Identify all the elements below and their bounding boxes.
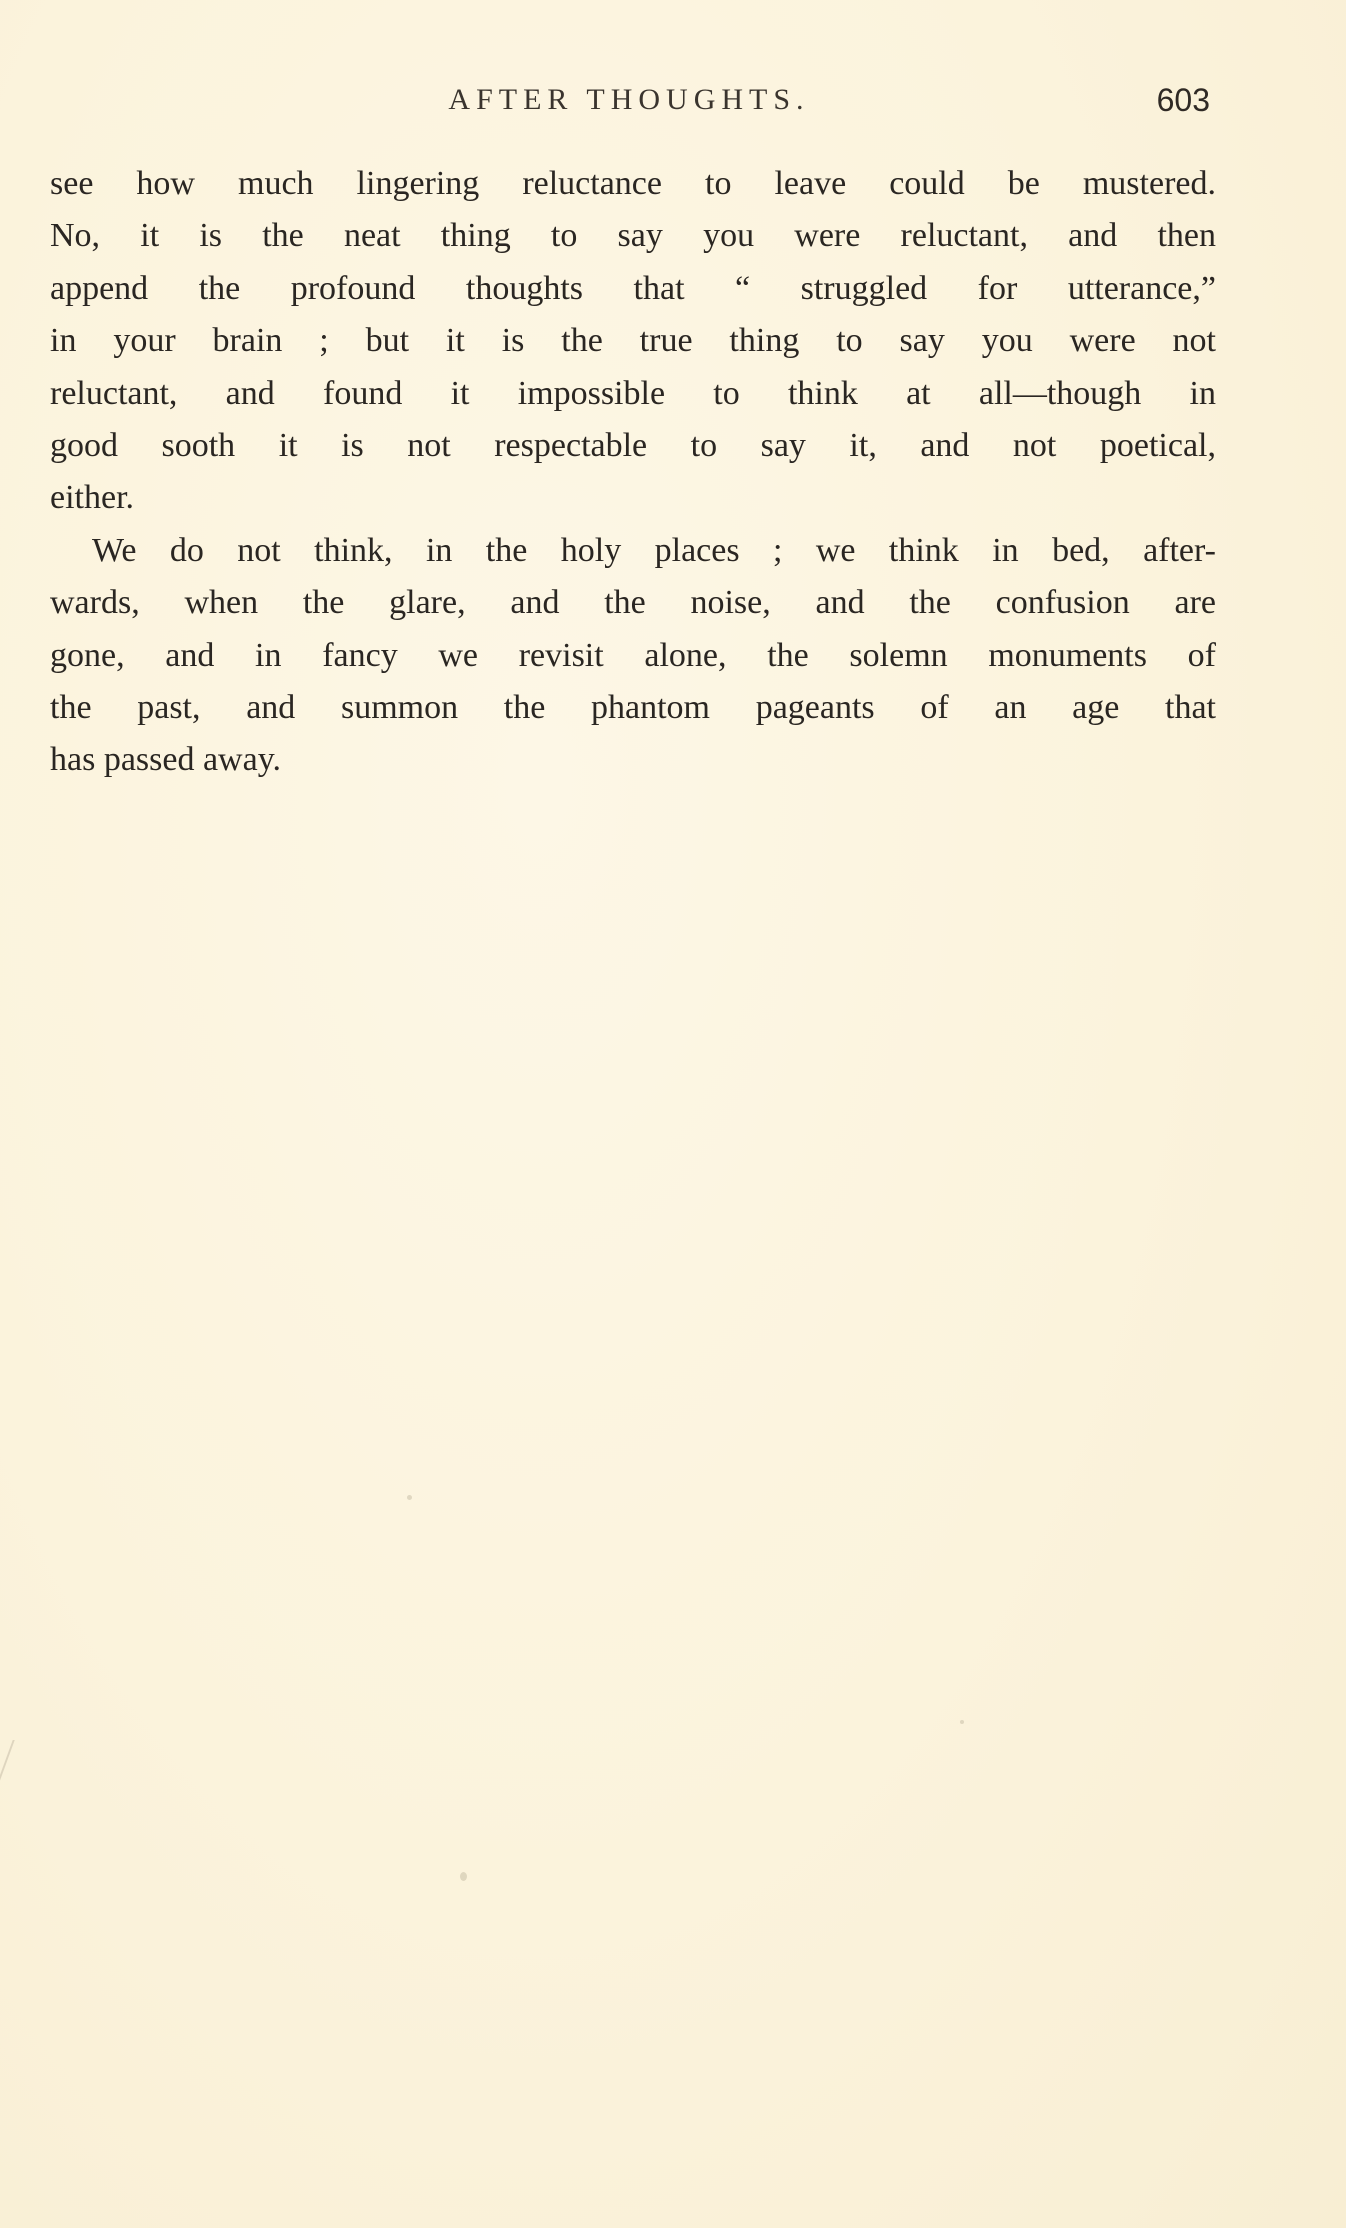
- running-head: [48, 78, 1210, 122]
- text-line: wards, when the glare, and the noise, and the confusion are: [50, 584, 1216, 622]
- paper-edge-mark: [0, 1740, 29, 1810]
- text-line: gone, and in fancy we revisit alone, the solemn monuments of: [50, 636, 1216, 674]
- page-number: 603: [1156, 82, 1210, 118]
- text-line: good sooth it is not respectable to say it, and not poetical,: [50, 427, 1216, 465]
- text-line: see how much lingering reluctance to leave could be mustered.: [50, 165, 1216, 202]
- text-line: reluctant, and found it impossible to think at all—though in: [50, 374, 1216, 412]
- text-line: either.: [50, 479, 135, 517]
- text-line: in your brain ; but it is the true thing to say you were not: [50, 322, 1216, 360]
- paper-speck: [407, 1495, 412, 1500]
- text-line: No, it is the neat thing to say you were reluctant, and then: [50, 217, 1216, 255]
- text-line: append the profound thoughts that “ struggled for utterance,”: [50, 269, 1216, 307]
- paragraph-2: [50, 525, 1216, 787]
- paragraph-1: [50, 158, 1216, 525]
- text-line: has passed away.: [50, 741, 281, 779]
- text-line: We do not think, in the holy places ; we think in bed, after-: [92, 531, 1216, 569]
- paper-speck: [460, 1872, 467, 1881]
- running-title: AFTER THOUGHTS.: [448, 83, 810, 116]
- paper-speck: [960, 1720, 964, 1724]
- body-text: [50, 158, 1216, 787]
- text-line: the past, and summon the phantom pageants of an age that: [50, 689, 1216, 727]
